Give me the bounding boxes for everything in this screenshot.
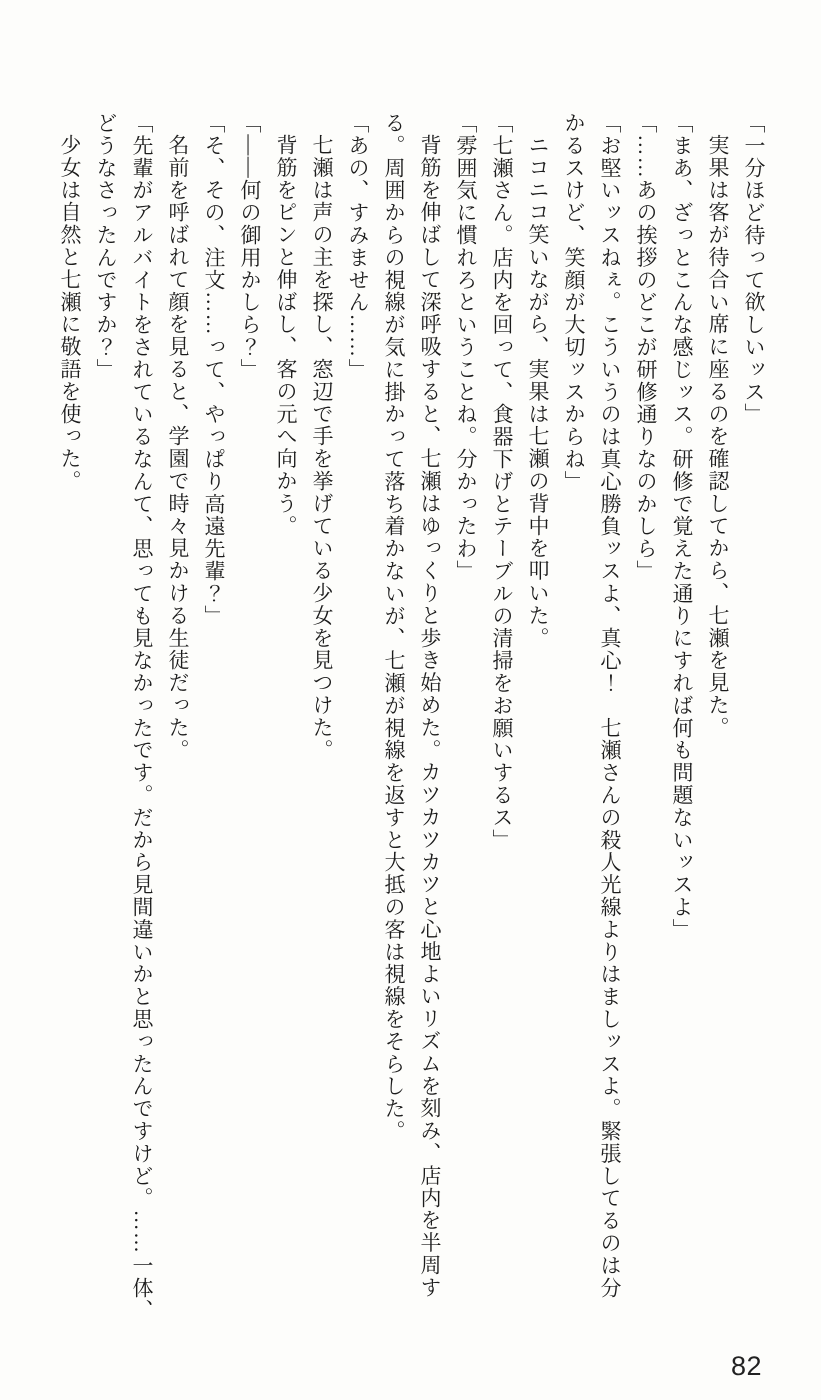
- text-line: 「先輩がアルバイトをされているなんて、思っても見なかったです。だから見間違いかと思ったんですけど。……一体、: [130, 112, 154, 1322]
- text-line: ニコニコ笑いながら、実果は七瀬の背中を叩いた。: [526, 134, 550, 650]
- text-line: 「……あの挨拶のどこが研修通りなのかしら」: [634, 112, 658, 583]
- text-line: 「一分ほど待って欲しいッス」: [742, 112, 766, 426]
- page-text: [50, 112, 772, 1327]
- page-number: 82: [731, 1351, 763, 1381]
- text-line: る。周囲からの視線が気に掛かって落ち着かないが、七瀬が視線を返すと大抵の客は視線をそらした。: [382, 112, 406, 1143]
- text-line: 「雰囲気に慣れろということね。分かったわ」: [454, 112, 478, 583]
- text-line: 「そ、その、注文……って、やっぱり高遠先輩？」: [202, 112, 226, 628]
- text-line: 「七瀬さん。店内を回って、食器下げとテーブルの清掃をお願いするス」: [490, 112, 514, 852]
- text-line: 名前を呼ばれて顔を見ると、学園で時々見かける生徒だった。: [166, 134, 190, 762]
- text-line: 七瀬は声の主を探し、窓辺で手を挙げている少女を見つけた。: [310, 134, 334, 762]
- text-line: 「まあ、ざっとこんな感じッス。研修で覚えた通りにすれば何も問題ないッスよ」: [670, 112, 694, 941]
- text-line: かるスけど、笑顔が大切ッスからね」: [562, 112, 586, 493]
- text-line: 「お堅いッスねぇ。こういうのは真心勝負ッスよ、真心！ 七瀬さんの殺人光線よりはましッスよ。緊張してるのは分: [598, 112, 622, 1300]
- text-line: 背筋をピンと伸ばし、客の元へ向かう。: [274, 134, 298, 538]
- text-line: 少女は自然と七瀬に敬語を使った。: [58, 134, 82, 493]
- text-line: 「――何の御用かしら？」: [238, 112, 262, 381]
- text-line: 実果は客が待合い席に座るのを確認してから、七瀬を見た。: [706, 134, 730, 740]
- text-line: 背筋を伸ばして深呼吸すると、七瀬はゆっくりと歩き始めた。カツカツカツと心地よいリズムを刻み、店内を半周す: [418, 134, 442, 1300]
- text-line: 「あの、すみません……」: [346, 112, 370, 381]
- text-line: どうなさったんですか？」: [94, 112, 118, 381]
